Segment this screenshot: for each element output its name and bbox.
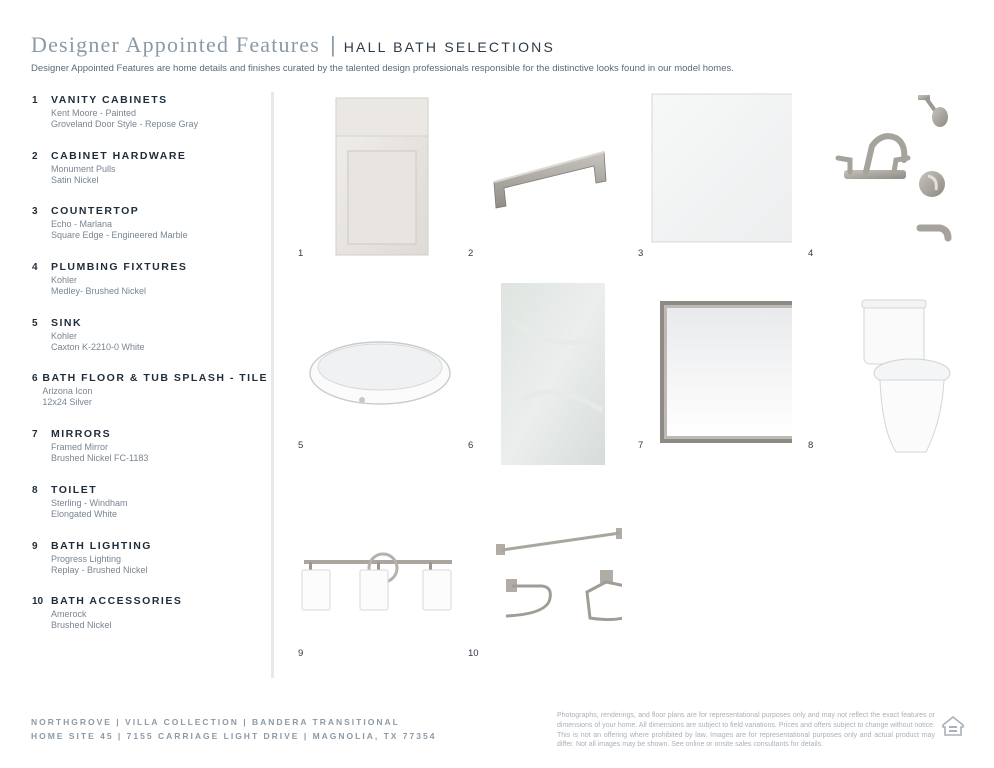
image-number: 4 xyxy=(808,248,814,259)
image-number: 3 xyxy=(638,248,644,259)
selection-detail: Arizona Icon xyxy=(42,386,93,397)
image-number: 10 xyxy=(468,648,479,659)
selection-detail: Brushed Nickel xyxy=(51,620,112,631)
selection-number: 1 xyxy=(32,95,38,106)
toilet-icon xyxy=(792,280,962,465)
selection-detail: Sterling - Windham xyxy=(51,497,128,508)
product-image-5 xyxy=(282,280,452,465)
selection-number: 3 xyxy=(32,206,38,218)
title-row xyxy=(31,32,971,58)
selection-item xyxy=(32,94,268,150)
product-image-4 xyxy=(792,88,962,273)
selection-number: 4 xyxy=(32,262,38,274)
vanity-light-icon xyxy=(282,488,452,673)
selection-title: VANITY CABINETS xyxy=(51,94,168,106)
selection-number: 7 xyxy=(32,429,38,441)
page-title: Designer Appointed Features xyxy=(31,32,321,57)
selection-detail: Elongated White xyxy=(51,508,118,519)
selection-detail: Brushed Nickel FC-1183 xyxy=(51,453,149,464)
page-header xyxy=(31,32,971,74)
selection-item xyxy=(32,261,268,317)
selection-item xyxy=(32,372,268,428)
faucet-set-icon xyxy=(792,88,962,273)
title-separator: | xyxy=(330,32,336,57)
selection-title: BATH FLOOR & TUB SPLASH - TILE xyxy=(42,372,268,385)
selection-detail: Framed Mirror xyxy=(51,442,109,453)
image-number: 7 xyxy=(638,440,644,451)
product-image-10 xyxy=(452,488,622,673)
selection-detail: Replay - Brushed Nickel xyxy=(51,564,148,575)
image-number: 6 xyxy=(468,440,474,451)
selection-title: PLUMBING FIXTURES xyxy=(51,261,188,274)
image-number: 2 xyxy=(468,248,474,259)
selection-detail: 12x24 Silver xyxy=(42,397,92,408)
product-image-7 xyxy=(622,280,792,465)
image-number: 9 xyxy=(298,648,304,659)
tile-swatch-icon xyxy=(452,280,622,465)
selection-item xyxy=(32,595,268,651)
selection-item xyxy=(32,205,268,261)
selection-number: 6 xyxy=(32,373,38,385)
selection-title: BATH LIGHTING xyxy=(51,539,152,552)
selection-title: COUNTERTOP xyxy=(51,205,140,218)
address-line: HOME SITE 45 | 7155 CARRIAGE LIGHT DRIVE | MAGNOLIA, TX 77354 xyxy=(31,731,437,741)
bath-accessories-icon xyxy=(452,488,622,673)
selection-title: TOILET xyxy=(51,483,98,496)
selection-detail: Echo - Marlana xyxy=(51,219,113,230)
selection-detail: Monument Pulls xyxy=(51,163,116,174)
selection-number: 5 xyxy=(32,317,38,329)
image-number: 5 xyxy=(298,440,304,451)
selection-number: 2 xyxy=(32,150,38,162)
selection-detail: Kohler xyxy=(51,330,78,341)
product-image-3 xyxy=(622,88,792,273)
product-image-6 xyxy=(452,280,622,465)
selection-number: 9 xyxy=(32,540,38,552)
community-line: NORTHGROVE | VILLA COLLECTION | BANDERA TRANSITIONAL xyxy=(31,717,400,727)
selections-list xyxy=(32,94,268,651)
selection-item xyxy=(32,317,268,373)
sink-icon xyxy=(282,280,452,465)
selection-item xyxy=(32,150,268,206)
selection-item xyxy=(32,540,268,596)
product-image-2 xyxy=(452,88,622,273)
selection-title: SINK xyxy=(51,316,83,329)
product-image-1 xyxy=(282,88,452,273)
selection-detail: Kohler xyxy=(51,275,78,286)
section-title: HALL BATH SELECTIONS xyxy=(343,39,556,55)
mirror-icon xyxy=(622,280,792,465)
selection-title: BATH ACCESSORIES xyxy=(51,595,183,608)
page-subtitle: Designer Appointed Features are home details and finishes curated by the talented design professionals responsible for the distinctive looks found in our model homes. xyxy=(31,63,734,74)
selection-detail: Medley- Brushed Nickel xyxy=(51,286,147,297)
selection-detail: Amerock xyxy=(51,609,87,620)
product-image-9 xyxy=(282,488,452,673)
selection-number: 8 xyxy=(32,484,38,496)
selection-detail: Caxton K-2210-0 White xyxy=(51,341,145,352)
column-divider xyxy=(271,92,274,678)
selection-detail: Square Edge - Engineered Marble xyxy=(51,230,188,241)
selection-title: CABINET HARDWARE xyxy=(51,149,187,162)
image-number: 1 xyxy=(298,248,304,259)
countertop-swatch-icon xyxy=(622,88,792,273)
disclaimer-text: Photographs, renderings, and floor plans are for representational purposes only and may not reflect the exact features or dimensions of your home. All dimensions are subject to field variations. Prices and offers subject to change without notice. This is not an offering where prohibited by law. Images are for representational purposes only and actual product may differ. Not all images may be shown. See online or onsite sales consultants for details. xyxy=(557,712,935,749)
selection-title: MIRRORS xyxy=(51,428,112,441)
product-image-grid xyxy=(282,88,972,678)
image-number: 8 xyxy=(808,440,814,451)
cabinet-pull-icon xyxy=(452,88,622,273)
selection-detail: Progress Lighting xyxy=(51,553,122,564)
cabinet-door-icon xyxy=(282,88,452,273)
equal-housing-opportunity-icon xyxy=(941,714,965,738)
selection-detail: Satin Nickel xyxy=(51,174,99,185)
product-image-8 xyxy=(792,280,962,465)
community-info xyxy=(31,715,436,743)
selection-detail: Kent Moore - Painted xyxy=(51,108,137,118)
selection-item xyxy=(32,484,268,540)
selection-number: 10 xyxy=(32,596,44,608)
selection-item xyxy=(32,428,268,484)
selection-detail: Groveland Door Style - Repose Gray xyxy=(51,119,199,129)
